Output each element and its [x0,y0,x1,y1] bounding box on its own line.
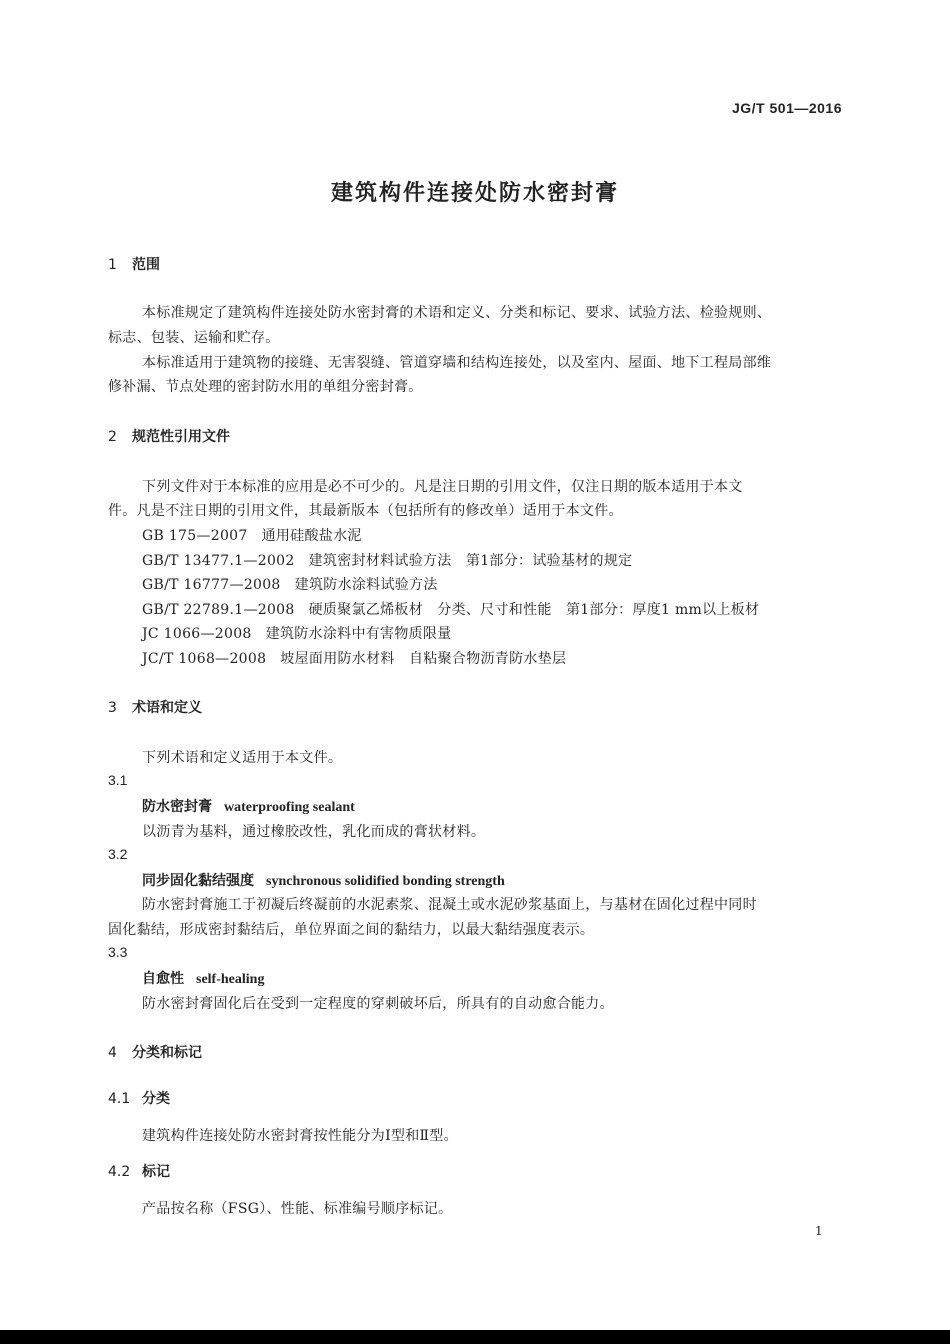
section-title: 分类和标记 [132,1045,202,1061]
section-title: 规范性引用文件 [132,429,230,445]
reference-code: GB/T 16777—2008 [142,577,281,593]
section-3-heading [108,697,202,717]
reference-code: GB 175—2007 [142,528,248,544]
paragraph-line: 建筑构件连接处防水密封膏按性能分为Ⅰ型和Ⅱ型。 [142,1128,458,1144]
term-entry [142,870,505,890]
reference-item [142,648,566,668]
paragraph-line: 件。凡是不注日期的引用文件，其最新版本（包括所有的修改单）适用于本文件。 [108,503,623,519]
reference-name: 建筑密封材料试验方法 第1部分：试验基材的规定 [308,553,633,569]
term-entry [142,796,355,816]
subsection-number: 4.2 [108,1164,131,1180]
paragraph-line: 修补漏、节点处理的密封防水用的单组分密封膏。 [108,379,423,395]
term-english: synchronous solidified bonding strength [266,874,505,889]
paragraph-line: 下列术语和定义适用于本文件。 [142,750,343,766]
section-number: 1 [108,257,117,273]
section-title: 术语和定义 [132,700,202,716]
reference-name: 硬质聚氯乙烯板材 分类、尺寸和性能 第1部分：厚度1 mm以上板材 [308,602,760,618]
section-title: 范围 [132,257,160,273]
term-chinese: 防水密封膏 [142,799,212,815]
reference-item [142,599,759,619]
clause-number: 3.3 [108,944,128,960]
page-bottom-border [0,1330,950,1344]
term-definition: 固化黏结，形成密封黏结后，单位界面之间的黏结力，以最大黏结强度表示。 [108,922,595,938]
reference-name: 通用硅酸盐水泥 [261,528,362,544]
reference-code: GB/T 13477.1—2002 [142,553,295,569]
paragraph-line: 本标准规定了建筑构件连接处防水密封膏的术语和定义、分类和标记、要求、试验方法、检验规则、 [142,305,772,321]
section-1-heading [108,254,160,274]
reference-code: JC 1066—2008 [142,626,252,642]
section-number: 3 [108,700,117,716]
reference-name: 建筑防水涂料中有害物质限量 [265,626,452,642]
section-2-heading [108,426,230,446]
clause-number: 3.2 [108,846,128,862]
reference-code: GB/T 22789.1—2008 [142,602,295,618]
reference-item [142,525,362,545]
subsection-number: 4.1 [108,1091,131,1107]
term-chinese: 同步固化黏结强度 [142,873,254,889]
term-english: self-healing [196,972,265,987]
reference-item [142,550,632,570]
reference-item [142,623,452,643]
page-number: 1 [815,1224,823,1238]
paragraph-line: 标志、包装、运输和贮存。 [108,330,280,346]
subsection-title: 标记 [142,1164,170,1180]
paragraph-line: 下列文件对于本标准的应用是必不可少的。凡是注日期的引用文件，仅注日期的版本适用于本文 [142,479,743,495]
clause-number: 3.1 [108,772,128,788]
paragraph-line: 本标准适用于建筑物的接缝、无害裂缝、管道穿墙和结构连接处，以及室内、屋面、地下工程局部维 [142,355,772,371]
section-number: 4 [108,1045,117,1061]
term-entry [142,968,264,988]
document-title: 建筑构件连接处防水密封膏 [330,181,619,206]
reference-item [142,574,438,594]
subsection-4-2-heading [108,1161,170,1181]
subsection-title: 分类 [142,1091,170,1107]
term-definition: 防水密封膏固化后在受到一定程度的穿刺破坏后，所具有的自动愈合能力。 [142,996,614,1012]
reference-name: 坡屋面用防水材料 自粘聚合物沥青防水垫层 [280,651,567,667]
section-number: 2 [108,429,117,445]
paragraph-line: 产品按名称（FSG）、性能、标准编号顺序标记。 [142,1201,453,1217]
standard-number: JG/T 501—2016 [731,100,842,116]
section-4-heading [108,1042,202,1062]
term-chinese: 自愈性 [142,971,184,987]
term-definition: 防水密封膏施工于初凝后终凝前的水泥素浆、混凝土或水泥砂浆基面上，与基材在固化过程中同时 [142,897,757,913]
reference-code: JC/T 1068—2008 [142,651,267,667]
subsection-4-1-heading [108,1088,170,1108]
reference-name: 建筑防水涂料试验方法 [294,577,438,593]
term-english: waterproofing sealant [224,800,355,815]
term-definition: 以沥青为基料，通过橡胶改性，乳化而成的膏状材料。 [142,824,486,840]
